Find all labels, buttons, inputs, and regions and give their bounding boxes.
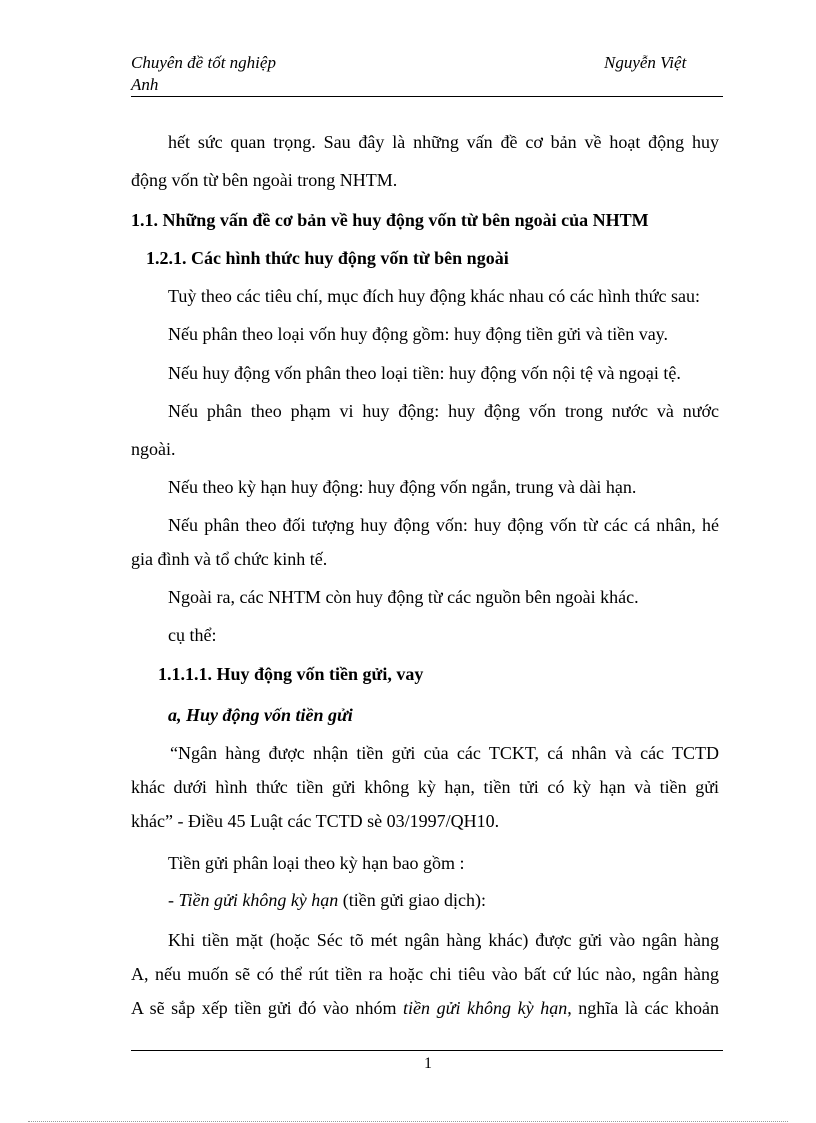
paragraph-line: Nếu phân theo loại vốn huy động gồm: huy động tiền gửi và tiền vay. [168,324,669,344]
paragraph-line: Nếu phân theo đối tượng huy động vốn: huy động vốn từ các cá nhân, hé [168,515,719,535]
term-italic: Tiền gửi không kỳ hạn [178,890,339,910]
paragraph-line [168,889,486,911]
header-author-name-wrap: Anh [131,75,159,94]
quote-line: khác dưới hình thức tiền gửi không kỳ hạn, tiền tửi có kỳ hạn và tiền gửi [131,777,719,797]
header-rule [131,96,723,97]
paragraph-line: hết sức quan trọng. Sau đây là những vấn đề cơ bản về hoạt động huy [168,132,719,152]
heading-1-1: 1.1. Những vấn đề cơ bản về huy động vốn từ bên ngoài của NHTM [131,210,649,230]
paragraph-text: , nghĩa là các khoản [567,998,720,1018]
paragraph-line: gia đình và tổ chức kinh tế. [131,549,328,569]
paragraph-line: cụ thể: [168,625,217,645]
page-bottom-divider [28,1121,788,1122]
quote-line: khác” - Điều 45 Luật các TCTD sè 03/1997/QH10. [131,811,500,831]
paragraph-line: ngoài. [131,439,176,459]
page-header [131,52,723,98]
paragraph-line: Nếu theo kỳ hạn huy động: huy động vốn ngắn, trung và dài hạn. [168,477,637,497]
paragraph-line: Khi tiền mặt (hoặc Séc tõ mét ngân hàng khác) được gửi vào ngân hàng [168,930,719,950]
paragraph-line: Tiền gửi phân loại theo kỳ hạn bao gồm : [168,853,465,873]
quote-line: “Ngân hàng được nhận tiền gửi của các TCKT, cá nhân và các TCTD [170,743,719,763]
page-number: 1 [424,1055,432,1072]
paragraph-line: Nếu phân theo phạm vi huy động: huy động vốn trong nước và nước [168,401,719,421]
list-dash: - [168,890,179,910]
paragraph-text: A sẽ sắp xếp tiền gửi đó vào nhóm [131,998,404,1018]
paragraph-line: động vốn từ bên ngoài trong NHTM. [131,170,398,190]
paragraph-text: (tiền gửi giao dịch): [338,890,487,910]
heading-a: a, Huy động vốn tiền gửi [168,705,353,725]
paragraph-line: Nếu huy động vốn phân theo loại tiền: huy động vốn nội tệ và ngoại tệ. [168,363,681,383]
footer-rule [131,1050,723,1051]
paragraph-line [131,997,719,1019]
header-thesis-title: Chuyên đề tốt nghiệp [131,53,276,72]
paragraph-line: A, nếu muốn sẽ có thể rút tiền ra hoặc chi tiêu vào bất cứ lúc nào, ngân hàng [131,964,719,984]
term-italic: tiền gửi không kỳ hạn [403,998,568,1018]
heading-1-2-1: 1.2.1. Các hình thức huy động vốn từ bên ngoài [146,248,509,268]
header-author-name: Nguyễn Việt [604,53,687,72]
paragraph-line: Ngoài ra, các NHTM còn huy động từ các nguồn bên ngoài khác. [168,587,639,607]
heading-1-1-1-1: 1.1.1.1. Huy động vốn tiền gửi, vay [158,664,424,684]
paragraph-line: Tuỳ theo các tiêu chí, mục đích huy động khác nhau có các hình thức sau: [168,286,700,306]
